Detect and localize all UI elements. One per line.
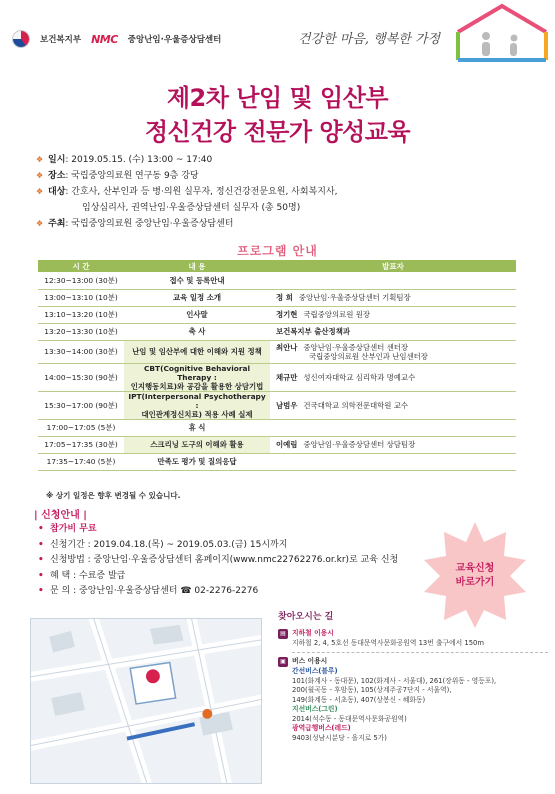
row-time: 13:20~13:30 (10분) xyxy=(38,323,124,340)
fee-text: 참가비 무료 xyxy=(50,524,97,534)
row-time: 17:05~17:35 (30분) xyxy=(38,436,124,453)
bullet-icon: • xyxy=(38,524,44,534)
content-line-2: 대인관계정신치료) 적용 사례 실제 xyxy=(141,409,253,419)
metro-text: 9403(성남시분당 - 을지로 5가) xyxy=(292,733,387,742)
apply-period xyxy=(38,538,458,554)
program-title: 프로그램 안내 xyxy=(237,244,318,258)
location-map xyxy=(30,618,262,784)
apply-badge-button[interactable] xyxy=(420,562,530,590)
row-speaker xyxy=(270,453,516,470)
date-value: : 2019.05.15. (수) 13:00 ~ 17:40 xyxy=(65,155,213,165)
subway-label: 지하철 이용시 xyxy=(292,628,334,637)
content-line-2: 인지행동치료)와 공감을 활용한 상담기법 xyxy=(130,381,264,391)
logo-row xyxy=(12,30,221,48)
place-key: 장소 xyxy=(48,171,66,181)
branch-text: 2014(석수동 - 동대문역사문화공원역) xyxy=(292,714,407,723)
row-speaker xyxy=(270,272,516,289)
header-speaker: 발표자 xyxy=(270,260,516,272)
trunk-label: 간선버스(블루) xyxy=(292,667,338,675)
info-date xyxy=(36,152,536,168)
content-line-1: IPT(Interpersonal Psychotherapy : xyxy=(128,391,266,410)
content-line-1: CBT(Cognitive Behavioral Therapy : xyxy=(143,363,251,382)
row-content xyxy=(124,363,270,391)
place-value: : 국립중앙의료원 연구동 9층 강당 xyxy=(65,171,199,181)
speaker-affiliation: 국립중앙의료원 원장 xyxy=(303,310,371,319)
diamond-icon: ❖ xyxy=(36,171,44,180)
header-content: 내 용 xyxy=(124,260,270,272)
speaker-name: 보건복지부 출산정책과 xyxy=(276,327,350,336)
row-speaker xyxy=(270,363,516,391)
period-text: 신청기간 : 2019.04.18.(목) ~ 2019.05.03.(금) 15시까지 xyxy=(50,539,288,550)
divider xyxy=(292,652,548,653)
row-speaker xyxy=(270,391,516,419)
table-row xyxy=(38,272,516,289)
date-key: 일시 xyxy=(48,155,66,165)
row-time: 17:35~17:40 (5분) xyxy=(38,453,124,470)
ministry-logo-icon xyxy=(12,30,30,48)
table-row xyxy=(38,340,516,363)
apply-fee xyxy=(38,522,458,538)
table-row xyxy=(38,453,516,470)
row-time: 12:30~13:00 (30분) xyxy=(38,272,124,289)
bullet-icon: • xyxy=(38,555,44,565)
speaker-name: 정 희 xyxy=(276,293,293,302)
row-content xyxy=(124,391,270,419)
directions-heading: 찾아오시는 길 xyxy=(278,612,334,622)
trunk-text-3: 149(화계동 - 서초동), 407(상봉신 - 혜화동) xyxy=(292,695,426,704)
row-content: 난임 및 임산부에 대한 이해와 지원 정책 xyxy=(124,340,270,363)
table-row xyxy=(38,436,516,453)
bullet-icon: • xyxy=(38,539,44,550)
program-table xyxy=(38,260,516,471)
trunk-text-2: 200(월곡동 - 후암동), 105(상계주공7단지 - 서울역), xyxy=(292,686,452,694)
bus-category xyxy=(278,657,548,667)
diamond-icon: ❖ xyxy=(36,187,44,196)
table-row xyxy=(38,289,516,306)
apply-method xyxy=(38,553,458,569)
host-value: : 국립중앙의료원 중앙난임·우울증상담센터 xyxy=(65,219,234,229)
title-line-1: 제2차 난임 및 임산부 xyxy=(166,84,389,112)
badge-line-2: 바로가기 xyxy=(455,577,495,588)
table-row xyxy=(38,323,516,340)
apply-benefit xyxy=(38,569,458,585)
row-time: 14:00~15:30 (90분) xyxy=(38,363,124,391)
speaker-affiliation-2: 국립중앙의료원 산부인과 난임센터장 xyxy=(309,351,428,361)
event-info xyxy=(36,152,536,232)
badge-line-1: 교육신청 xyxy=(455,563,495,574)
speaker-name: 이예림 xyxy=(276,440,298,449)
row-content: 스크리닝 도구의 이해와 활용 xyxy=(124,436,270,453)
bullet-icon: • xyxy=(38,586,44,596)
apply-info xyxy=(38,522,458,600)
ministry-name: 보건복지부 xyxy=(40,35,82,45)
table-row xyxy=(38,306,516,323)
subway-text: 지하철 2, 4, 5호선 동대문역사문화공원역 13번 출구에서 150m xyxy=(292,638,484,647)
bullet-icon: • xyxy=(38,570,44,581)
benefit-text: 혜 택 : 수료증 발급 xyxy=(50,570,126,581)
table-row xyxy=(38,419,516,436)
row-time: 13:10~13:20 (10분) xyxy=(38,306,124,323)
diamond-icon: ❖ xyxy=(36,219,44,228)
method-text: 신청방법 : 중앙난임·우울증상담센터 홈페이지(www.nmc22762276.or.kr)로 교육 신청 xyxy=(50,555,399,565)
table-row xyxy=(38,363,516,391)
speaker-name: 채규만 xyxy=(276,372,298,382)
row-time: 15:30~17:00 (90분) xyxy=(38,391,124,419)
row-speaker xyxy=(270,436,516,453)
subway-category xyxy=(278,629,548,639)
metro-label: 광역급행버스(레드) xyxy=(292,724,351,732)
row-time: 17:00~17:05 (5분) xyxy=(38,419,124,436)
subway-icon: ▤ xyxy=(278,629,288,639)
speaker-name: 최안나 xyxy=(276,342,298,352)
nmc-logo: NMC xyxy=(91,32,118,46)
bus-label: 버스 이용시 xyxy=(292,657,328,666)
speaker-name: 남범우 xyxy=(276,400,298,410)
speaker-name: 정기현 xyxy=(276,310,298,319)
row-speaker xyxy=(270,306,516,323)
row-content: 접수 및 등록안내 xyxy=(124,272,270,289)
row-content: 휴 식 xyxy=(124,419,270,436)
title-line-2: 정신건강 전문가 양성교육 xyxy=(144,118,411,146)
row-content: 인사말 xyxy=(124,306,270,323)
row-speaker xyxy=(270,340,516,363)
row-content: 교육 일정 소개 xyxy=(124,289,270,306)
house-logo-icon xyxy=(452,2,552,62)
info-place xyxy=(36,168,536,184)
target-value-line-2: 임상심리사, 권역난임·우울증상담센터 실무자 (총 50명) xyxy=(82,203,301,213)
row-content: 만족도 평가 및 질의응답 xyxy=(124,453,270,470)
target-value: : 간호사, 산부인과 등 병·의원 실무자, 정신건강전문요원, 사회복지사, xyxy=(65,187,338,197)
speaker-affiliation: 중앙난임·우울증상담센터 상담팀장 xyxy=(303,440,416,449)
info-target xyxy=(36,184,536,200)
target-key: 대상 xyxy=(48,187,66,197)
header xyxy=(0,0,555,62)
row-time: 13:00~13:10 (10분) xyxy=(38,289,124,306)
schedule-note: ※ 상기 일정은 향후 변경될 수 있습니다. xyxy=(46,491,181,500)
table-row xyxy=(38,391,516,419)
row-content: 축 사 xyxy=(124,323,270,340)
trunk-text-1: 101(화계사 - 동대문), 102(화계사 - 서울대), 261(장위동 - 영등포), xyxy=(292,676,497,685)
speaker-affiliation: 중앙난임·우울증상담센터 센터장 xyxy=(303,342,409,352)
speaker-affiliation: 성신여자대학교 심리학과 명예교수 xyxy=(303,372,416,382)
bus-icon: ▣ xyxy=(278,657,288,667)
row-speaker xyxy=(270,323,516,340)
diamond-icon: ❖ xyxy=(36,155,44,164)
row-speaker xyxy=(270,419,516,436)
directions xyxy=(278,613,548,743)
contact-text: 문 의 : 중앙난임·우울증상담센터 ☎ 02-2276-2276 xyxy=(50,586,259,596)
center-name: 중앙난임·우울증상담센터 xyxy=(127,35,222,45)
row-time: 13:30~14:00 (30분) xyxy=(38,340,124,363)
speaker-affiliation: 건국대학교 의학전문대학원 교수 xyxy=(303,400,409,410)
slogan: 건강한 마음, 행복한 가정 xyxy=(298,32,441,47)
branch-label: 지선버스(그린) xyxy=(292,705,338,713)
table-header-row xyxy=(38,260,516,272)
speaker-affiliation: 중앙난임·우울증상담센터 기획팀장 xyxy=(298,293,411,302)
header-time: 시 간 xyxy=(38,260,124,272)
info-host xyxy=(36,216,536,232)
apply-heading: | 신청안내 | xyxy=(34,510,87,521)
apply-contact xyxy=(38,584,458,600)
host-key: 주최 xyxy=(48,219,66,229)
row-speaker xyxy=(270,289,516,306)
